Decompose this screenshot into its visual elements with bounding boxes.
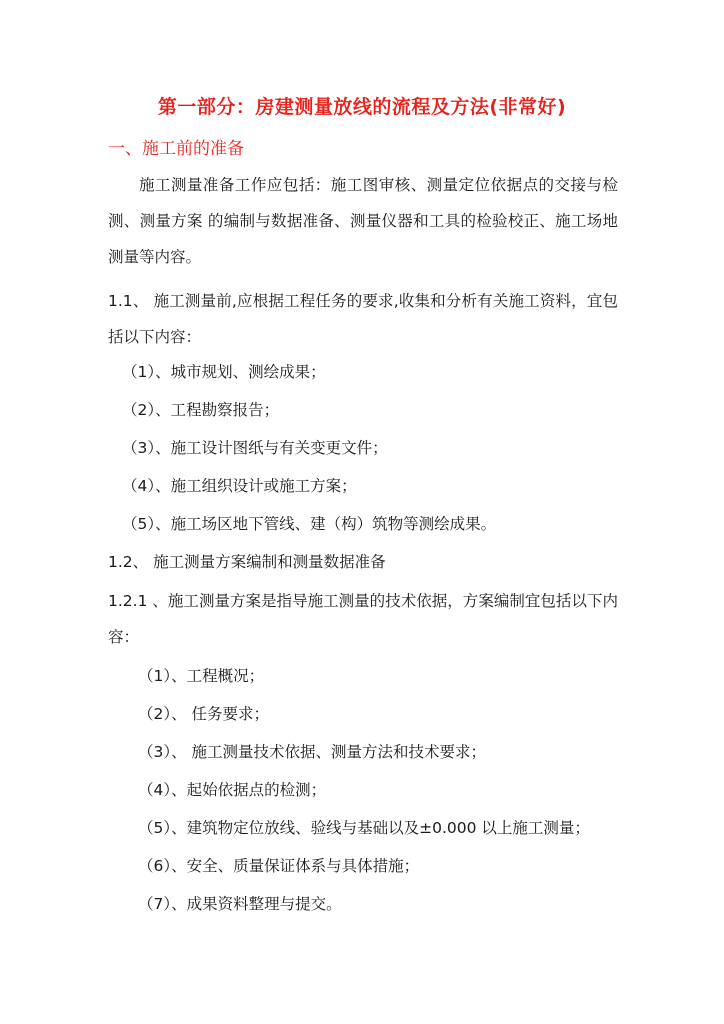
list-item: （5）、施工场区地下管线、建（构）筑物等测绘成果。 xyxy=(122,515,497,533)
list-item: （4）、施工组织设计或施工方案； xyxy=(122,477,357,495)
list-item: （4）、起始依据点的检测； xyxy=(138,781,327,799)
list-item: （3）、 施工测量技术依据、测量方法和技术要求； xyxy=(138,743,487,761)
list-item: （2）、工程勘察报告； xyxy=(122,401,280,419)
list-item: （5）、建筑物定位放线、验线与基础以及±0.000 以上施工测量； xyxy=(138,819,590,837)
document-title: 第一部分：房建测量放线的流程及方法(非常好) xyxy=(157,96,567,118)
paragraph-1-2: 1.2、 施工测量方案编制和测量数据准备 xyxy=(108,553,386,571)
section-heading-preparation: 一、施工前的准备 xyxy=(108,139,244,159)
list-item: （6）、安全、质量保证体系与具体措施； xyxy=(138,857,420,875)
list-item: （3）、施工设计图纸与有关变更文件； xyxy=(122,439,388,457)
list-item: （7）、成果资料整理与提交。 xyxy=(138,895,342,913)
paragraph-1-1: 1.1、 施工测量前,应根据工程任务的要求,收集和分析有关施工资料，宜包括以下内容： xyxy=(108,292,618,346)
list-item: （2）、 任务要求； xyxy=(138,705,270,723)
paragraph-1-2-1: 1.2.1 、施工测量方案是指导施工测量的技术依据，方案编制宜包括以下内容： xyxy=(108,592,618,646)
intro-paragraph: 施工测量准备工作应包括：施工图审核、测量定位依据点的交接与检测、测量方案 的编制与数据准备、测量仪器和工具的检验校正、施工场地测量等内容。 xyxy=(108,176,618,266)
list-item: （1）、工程概况； xyxy=(138,667,265,685)
list-item: （1）、城市规划、测绘成果； xyxy=(122,363,326,381)
